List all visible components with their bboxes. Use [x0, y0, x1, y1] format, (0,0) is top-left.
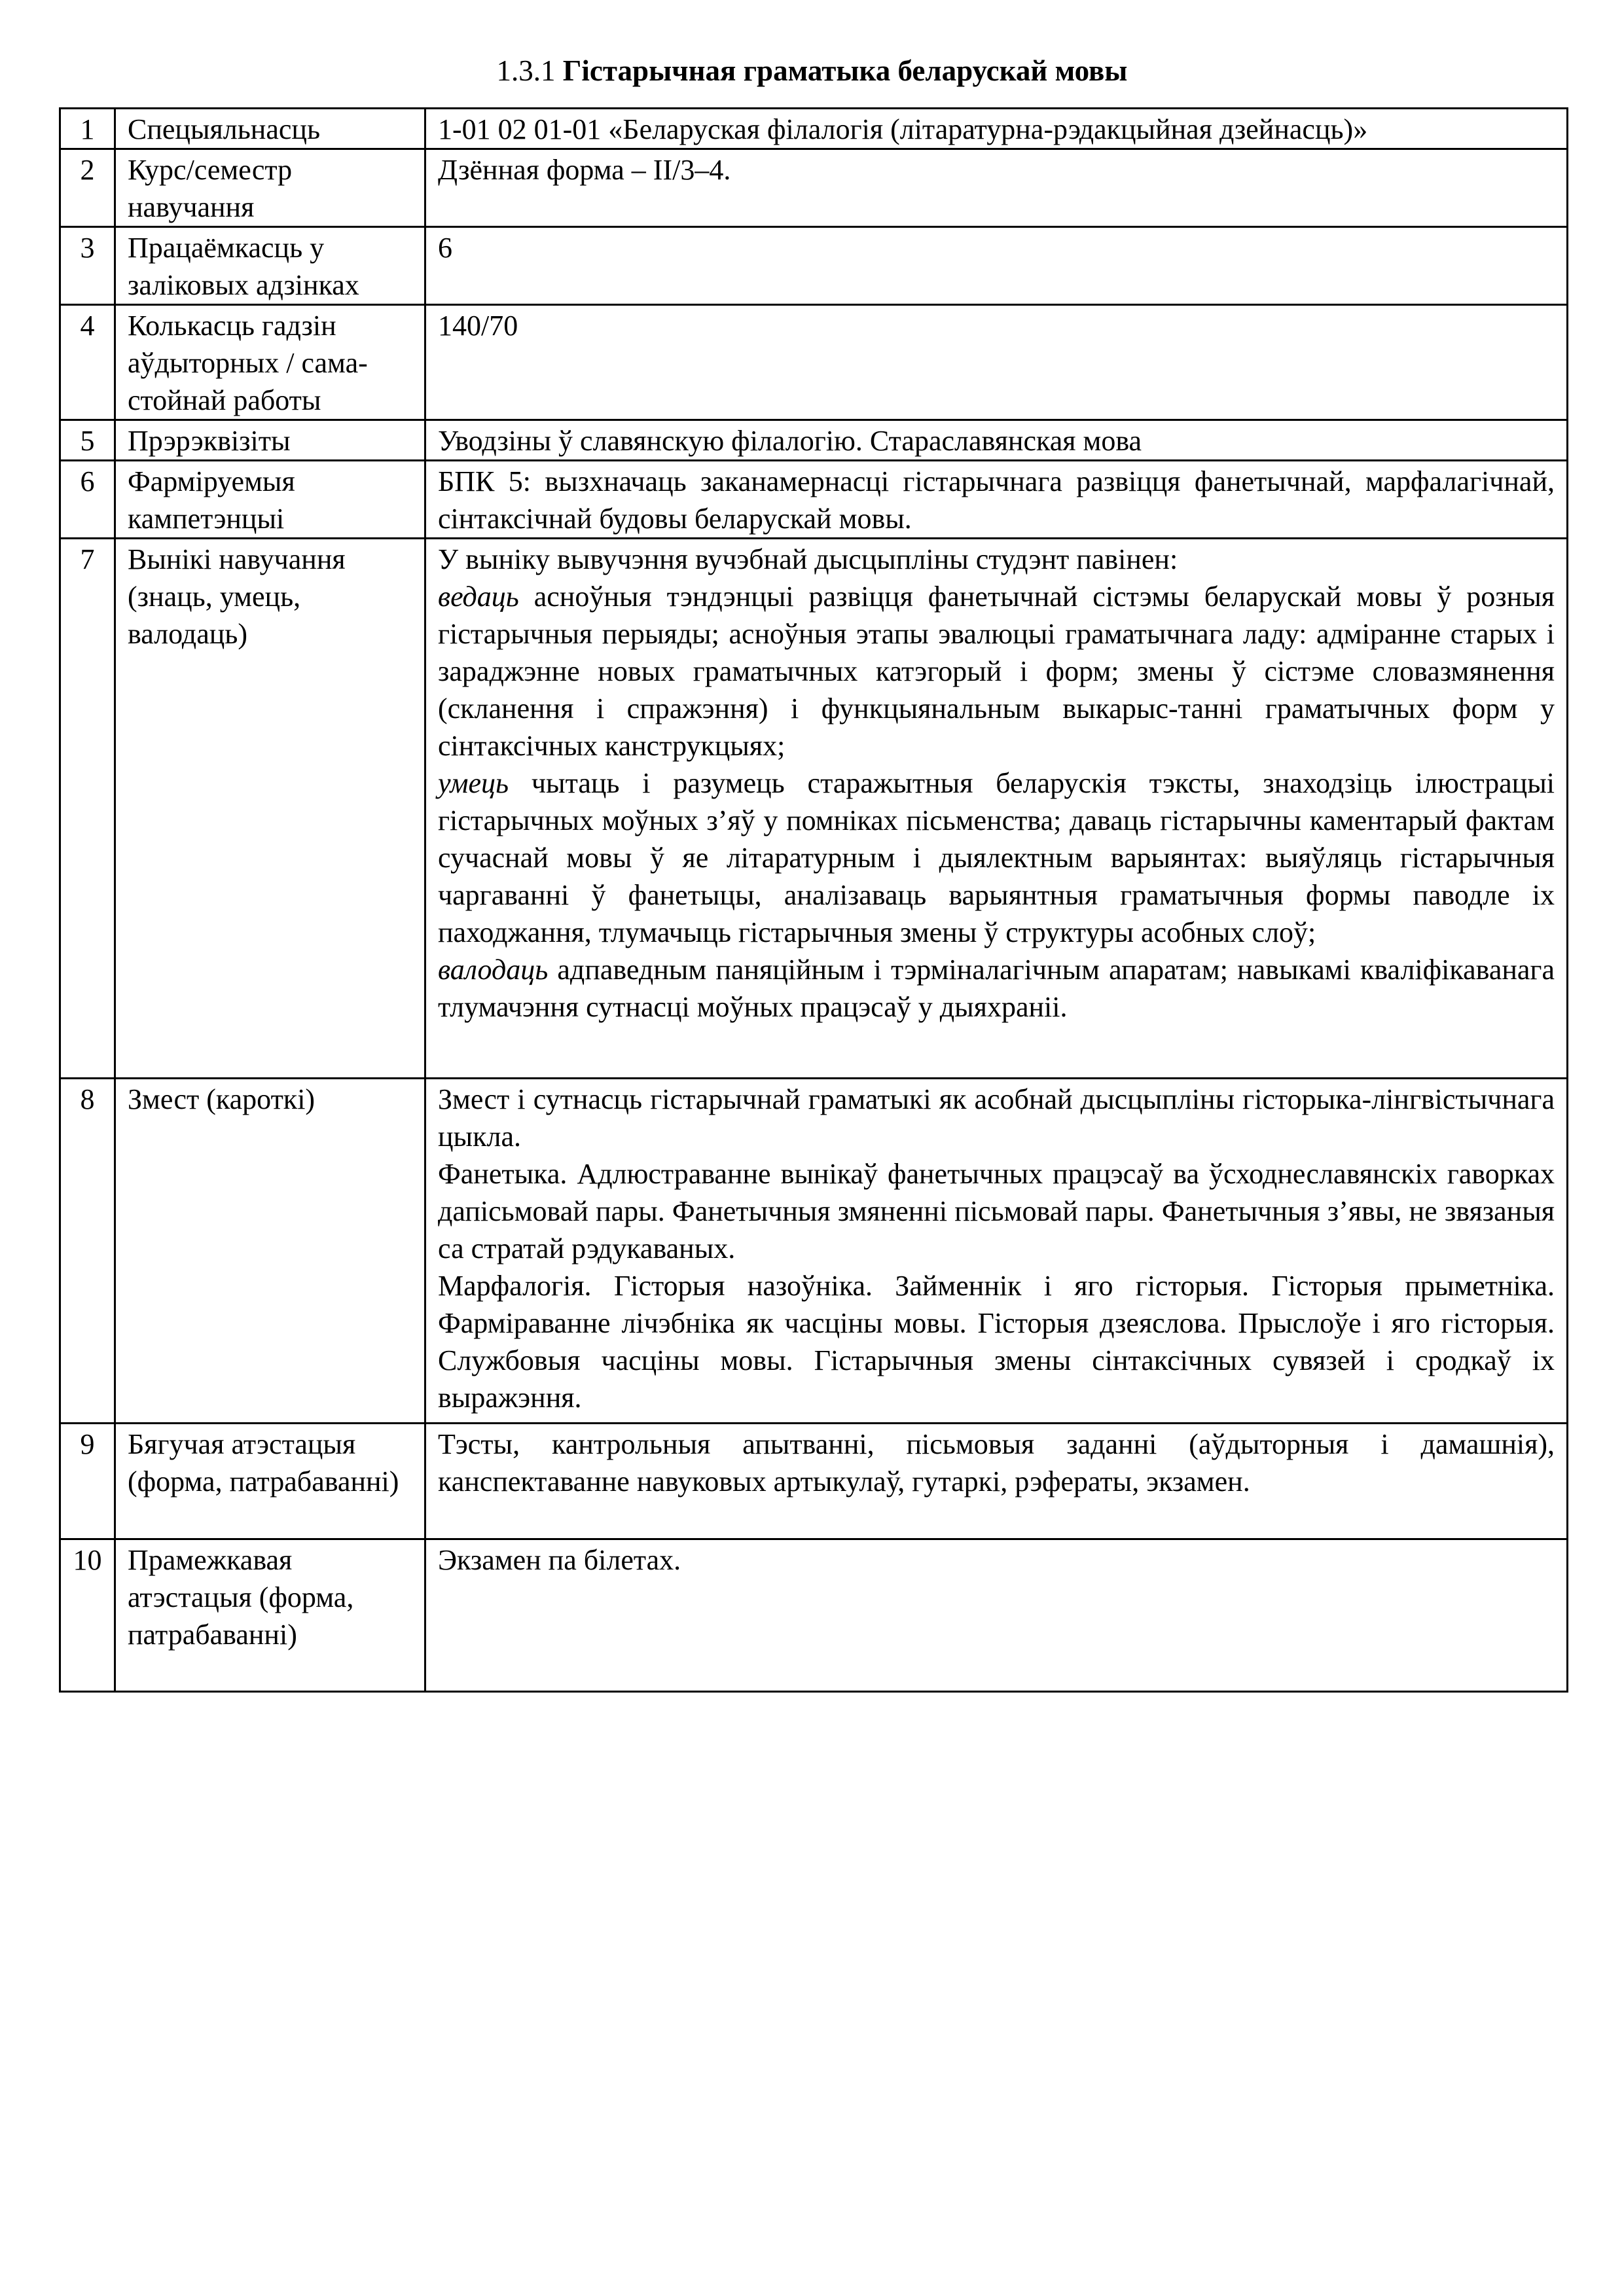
row-value: БПК 5: вызхначаць заканамернасці гістарычнага развіцця фанетычнай, марфалагічнай, сінтаксічнай будовы беларускай мовы.	[425, 461, 1568, 539]
table-row	[60, 109, 1568, 149]
syllabus-table	[59, 107, 1568, 1693]
table-row	[60, 1539, 1568, 1692]
row-label: Колькасць гадзін аўдыторных / сама-стойнай работы	[115, 305, 425, 420]
row-label: Прэрэквізіты	[115, 420, 425, 461]
row-value: Дзённая форма – II/3–4.	[425, 149, 1568, 227]
course-title: Гістарычная граматыка беларускай мовы	[562, 54, 1128, 87]
row-number: 10	[60, 1539, 115, 1692]
table-row	[60, 461, 1568, 539]
row-number: 5	[60, 420, 115, 461]
learning-outcome-own	[438, 951, 1555, 1026]
row-value	[425, 1079, 1568, 1424]
row-number: 4	[60, 305, 115, 420]
row-label: Вынікі навучання (знаць, умець, валодаць)	[115, 539, 425, 1079]
row-number: 3	[60, 227, 115, 305]
learning-outcome-know	[438, 578, 1555, 764]
row-number: 2	[60, 149, 115, 227]
table-row	[60, 539, 1568, 1079]
row-number: 9	[60, 1424, 115, 1539]
can-text: чытаць і разумець старажытныя беларускія тэксты, знаходзіць ілюстрацыі гістарычных моўных з’яў у помніках пісьменства; даваць гістарычны каментарый фактам сучаснай мовы ў яе літаратурным і дыялектным варыянтах: выяўляць гістарычныя чаргаванні ў фанетыцы, аналізаваць варыянтныя граматычныя формы паводле іх паходжання, тлумачыць гістарычныя змены ў структуры асобных слоў;	[438, 767, 1555, 948]
document-title	[0, 54, 1624, 88]
row-label: Фарміруемыя кампетэнцыі	[115, 461, 425, 539]
row-label: Спецыяльнасць	[115, 109, 425, 149]
content-paragraph: Марфалогія. Гісторыя назоўніка. Займеннік і яго гісторыя. Гісторыя прыметніка. Фарміраванне лічэбніка як часціны мовы. Гісторыя дзеяслова. Прыслоўе і яго гісторыя. Службовыя часціны мовы. Гістарычныя змены сінтаксічных сувязей і сродкаў іх выражэння.	[438, 1270, 1555, 1414]
table-row	[60, 305, 1568, 420]
table-row	[60, 227, 1568, 305]
own-text: адпаведным паняційным і тэрміналагічным апаратам; навыкамі кваліфікаванага тлумачэння сутнасці моўных працэсаў у дыяхраніі.	[438, 954, 1555, 1023]
row-label: Змест (кароткі)	[115, 1079, 425, 1424]
table-row	[60, 1079, 1568, 1424]
keyword-know: ведаць	[438, 581, 519, 613]
row-number: 1	[60, 109, 115, 149]
content-paragraph: Фанетыка. Адлюстраванне вынікаў фанетычных працэсаў ва ўсходнеславянскіх гаворках дапісьмовай пары. Фанетычныя змяненні пісьмовай пары. Фанетычныя з’явы, не звязаныя са стратай рэдукаваных.	[438, 1158, 1555, 1265]
table-row	[60, 1424, 1568, 1539]
table-row	[60, 420, 1568, 461]
row-value: 6	[425, 227, 1568, 305]
row-value: Уводзіны ў славянскую філалогію. Старaславянская мова	[425, 420, 1568, 461]
row-number: 6	[60, 461, 115, 539]
row-value: Экзамен па білетах.	[425, 1539, 1568, 1692]
content-paragraph: Змест і сутнасць гістарычнай граматыкі як асобнай дысцыпліны гісторыка-лінгвістычнага цыкла.	[438, 1083, 1555, 1153]
row-number: 7	[60, 539, 115, 1079]
row-value	[425, 539, 1568, 1079]
row-value: Тэсты, кантрольныя апытванні, пісьмовыя заданні (аўдыторныя і дамашнія), канспектаванне навуковых артыкулаў, гутаркі, рэфераты, экзамен.	[425, 1424, 1568, 1539]
learning-outcome-can	[438, 764, 1555, 951]
row-value: 1-01 02 01-01 «Беларуская філалогія (літаратурна-рэдакцыйная дзейнасць)»	[425, 109, 1568, 149]
row-label: Бягучая атэстацыя (форма, патрабаванні)	[115, 1424, 425, 1539]
row-label: Працаёмкасць у заліковых адзінках	[115, 227, 425, 305]
row-label: Прамежкавая атэстацыя (форма, патрабаванні)	[115, 1539, 425, 1692]
row-label: Курс/семестр навучання	[115, 149, 425, 227]
table-row	[60, 149, 1568, 227]
keyword-can: умець	[438, 767, 509, 799]
row-value: 140/70	[425, 305, 1568, 420]
row-number: 8	[60, 1079, 115, 1424]
know-text: асноўныя тэндэнцыі развіцця фанетычнай сістэмы беларускай мовы ў розныя гістарычныя перыяды; асноўныя этапы эвалюцыі граматычнага ладу: адміранне старых і зараджэнне новых граматычных катэгорый і форм; змены ў сістэме словазмянення (скланення і спражэння) і функцыянальным выкарыс-танні граматычных форм у сінтаксічных канструкцыях;	[438, 581, 1555, 762]
learning-outcomes-intro: У выніку вывучэння вучэбнай дысцыпліны студэнт павінен:	[438, 543, 1178, 575]
keyword-own: валодаць	[438, 954, 549, 986]
section-number: 1.3.1	[496, 54, 556, 87]
